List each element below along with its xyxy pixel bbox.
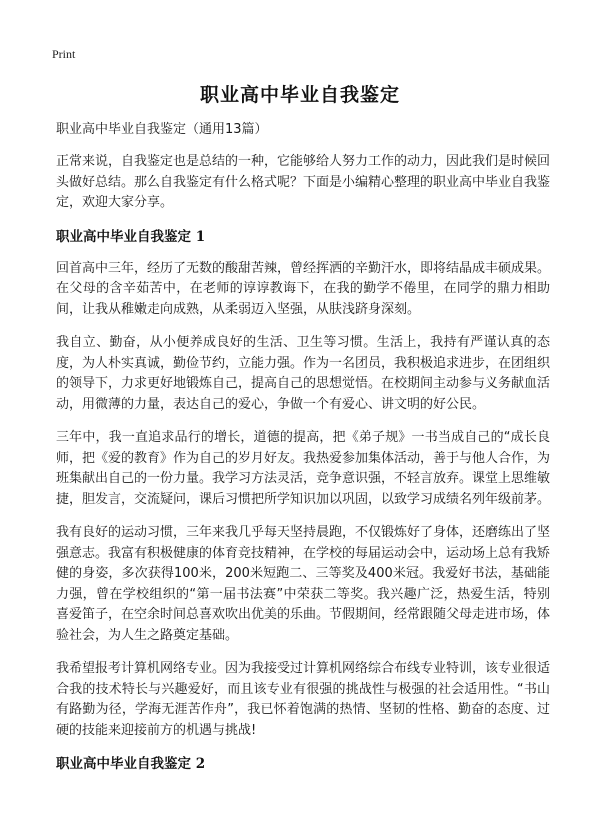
section-1-paragraph: 我希望报考计算机网络专业。因为我接受过计算机网络综合布线专业特训，该专业很适合我的技术特长与兴趣爱好，而且该专业有很强的挑战性与极强的社会适用性。“书山有路勤为径，学海无涯苦作舟”，我已怀着饱满的热情、坚韧的性格、勤奋的态度、过硬的技能来迎接前方的机遇与挑战! [56,661,551,738]
section-1-paragraph: 我自立、勤奋，从小便养成良好的生活、卫生等习惯。生活上，我持有严谨认真的态度，为人朴实真诚，勤俭节约，立能力强。作为一名团员，我积极追求进步，在团组织的领导下，力求更好地锻炼自己，提高自己的思想觉悟。在校期间主动参与义务献血活动，用微薄的力量，表达自己的爱心，争做一个有爱心、讲文明的好公民。 [56,335,551,412]
section-heading-2: 职业高中毕业自我鉴定 2 [56,756,206,772]
page-title: 职业高中毕业自我鉴定 [199,84,400,106]
section-1-paragraph: 三年中，我一直追求品行的增长，道德的提高，把《弟子规》一书当成自己的“成长良师，把《爱的教育》作为自己的岁月好友。我热爱参加集体活动，善于与他人合作，为班集献出自己的一份力量。我学习方法灵活，竞争意识强，不轻言放弃。课堂上思维敏捷，胆发言，交流疑问，课后习惯把所学知识加以巩固，以致学习成绩名列年级前茅。 [56,430,551,507]
section-heading-1: 职业高中毕业自我鉴定 1 [56,228,206,245]
print-link[interactable]: Print [52,47,76,61]
section-1-paragraph: 我有良好的运动习惯，三年来我几乎每天坚持晨跑，不仅锻炼好了身体，还磨练出了坚强意志。我富有积极健康的体育竞技精神，在学校的每届运动会中，运动场上总有我矫健的身姿，多次获得100米，200米短跑二、三等奖及400米冠。我爱好书法，基础能力强，曾在学校组织的“第一届书法赛”中荣获二等奖。我兴趣广泛，热爱生活，特别喜爱笛子，在空余时间总喜欢吹出优美的乐曲。节假期间，经常跟随父母走进市场，体验社会，为人生之路奠定基础。 [56,525,551,643]
section-1-paragraph: 回首高中三年，经历了无数的酸甜苦辣，曾经挥洒的辛勤汗水，即将结晶成丰硕成果。在父母的含辛茹苦中，在老师的谆谆教诲下，在我的勤学不倦里，在同学的鼎力相助间，让我从稚嫩走向成熟，从柔弱迈入坚强，从肤浅跻身深刻。 [56,260,551,317]
intro-paragraph: 正常来说，自我鉴定也是总结的一种，它能够给人努力工作的动力，因此我们是时候回头做好总结。那么自我鉴定有什么格式呢？下面是小编精心整理的职业高中毕业自我鉴定，欢迎大家分享。 [56,154,551,210]
document-subtitle: 职业高中毕业自我鉴定（通用13篇） [56,122,268,137]
document-body [56,120,550,786]
